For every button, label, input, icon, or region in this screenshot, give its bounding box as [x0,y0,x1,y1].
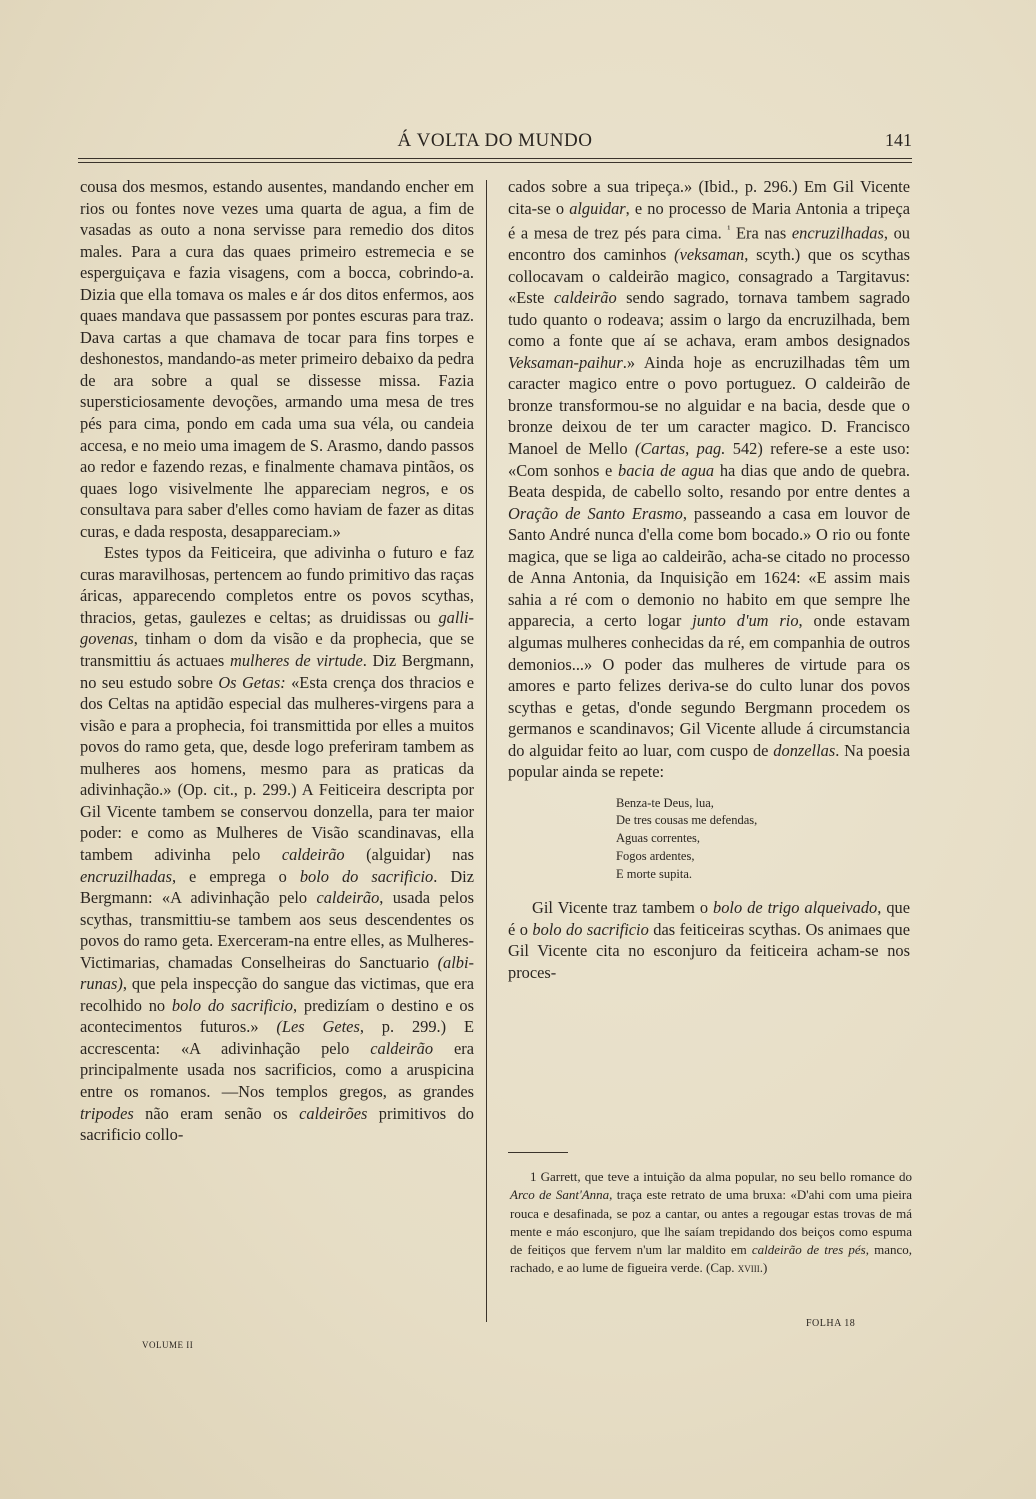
text-run: , scyth.) que os scythas collocavam o caldeirão magico, consagrado a Targitavus: «Este [508,245,910,308]
poem-line: De tres cousas me defendas, [616,813,758,828]
text-run: , traça este retrato de uma bruxa: «D'ahi com uma pieira rouca e desafinada, se poz a cantar, ou antes a regougar estas trovas de má mente e máo esconjuro, que lhe saíam trepidando dos beiços como espuma de feitiços que fervem n'um lar maldito em [510,1187,913,1258]
page-number: 141 [885,130,912,150]
text-run: . Diz Bergmann, no seu estudo sobre [80,651,474,692]
italic-run: bolo do sacrificio [171,995,293,1015]
italic-run: encruzilhadas [80,866,172,886]
text-run: .) [759,1260,768,1276]
italic-run: bolo do sacrificio [532,919,649,939]
italic-run: alguidar [569,198,626,218]
text-run: , usada pelos scythas, transmittiu-se tambem aos seus descendentes os povos do ramo geta. Exerceram-na entre elles, as Mulheres-Victimarias, chamadas Conselheiras do Sanctuario [80,888,474,972]
header-rule [78,158,912,159]
poem-line: Benza-te Deus, lua, [616,795,714,810]
text-run: , ou encontro dos caminhos [508,223,911,265]
folk-poem [616,795,910,884]
text-run: , [685,439,697,459]
sheet-signature: FOLHA 18 [806,1318,856,1329]
italic-run: caldeirões [299,1103,368,1123]
header-rule-double [78,162,912,163]
italic-run: pag. [696,439,726,459]
italic-run: bolo do sacrificio [299,866,434,886]
poem-line: Fogos ardentes, [616,848,695,863]
poem-line: Aguas correntes, [616,831,700,846]
italic-run: galli-govenas [80,607,474,649]
italic-run: caldeirão [370,1038,434,1058]
text-run: Era nas [730,223,792,243]
italic-run: (veksaman [674,245,745,265]
text-run: , predizíam o destino e os acontecimentos futuros.» [80,995,475,1037]
italic-run: caldeirão [316,888,380,908]
text-run: .» Ainda hoje as encruzilhadas têm um caracter magico entre o povo portuguez. O caldeirão de bronze transformou-se no alguidar e na bacia, desde que o bronze deixou de ter um caracter magico. D. Francisco Manoel de Mello [508,352,910,459]
italic-run: caldeirão [553,288,617,308]
text-run: , e emprega o [171,866,300,886]
italic-run: encruzilhadas [791,223,884,243]
poem-line: E morte supita. [616,866,693,881]
italic-run: donzellas [773,740,836,760]
text-run: , que é o [508,898,910,939]
text-run: , p. 299.) E accrescenta: «A adivinhação pelo [80,1017,474,1058]
text-run: Gil Vicente traz tambem o [532,898,714,918]
text-run: era principalmente usada nos sacrificios, como a aruspicina entre os romanos. —Nos templos gregos, as grandes [80,1038,474,1101]
italic-run: Arco de Sant'Anna [510,1187,610,1203]
running-header [78,128,912,154]
left-column [80,176,474,1146]
right-paragraph-2 [508,897,910,983]
text-run: , tinham o dom da visão e da prophecia, que se transmittiu ás actuaes [80,629,474,671]
text-run: primitivos do sacrificio collo- [80,1103,474,1145]
italic-run: junto d'um rio [692,611,799,631]
text-run: , onde estavam algumas mulheres conhecidas da ré, em companhia de outros demonios...» O poder das mulheres de virtude para os amores e parto felizes deriva-se do culto lunar dos povos scythas e getas, d'onde segundo Bergmann procedem os germanos e scandinavos; Gil Vicente allude á circumstancia do alguidar feito ao luar, com cuspo de [508,611,911,760]
italic-run: (Cartas [635,439,686,459]
footnote [510,1168,912,1278]
text-run: cousa dos mesmos, estando ausentes, mandando encher em rios ou fontes nove vezes uma quarta de agua, a fim de vasadas as outo a nona servisse para remedio dos ditos males. Para a cura das quaes primeiro estremecia e se esperguiçava e fazia visagens, com a bocca, cobrindo-a. Dizia que ella tomava os males e ár dos ditos enfermos, aos quaes mandava que passassem por pontes escuras para traz. Dava cartas a que chamava de tocar para fins torpes e deshonestos, mandando-as meter primeiro debaixo da pedra de ara sobre a qual se dissesse missa. Fazia supersticiosamente devoções, armando uma mesa de tres pés para cima, pondo em cada uma sua véla, ou candeia accesa, e no meio uma imagem de S. Arasmo, dando passos ao redor e fazendo rezas, e finalmente chamava pintãos, os quaes logo visivelmente lhe appareciam negros, e os consultava para saber d'elles como haviam de fazer as ditas curas, e dada resposta, desappareciam.» [80,177,474,541]
volume-signature: VOLUME II [142,1340,194,1350]
text-run: 1 Garrett, que teve a intuição da alma popular, no seu bello romance do [530,1169,912,1184]
text-run: 542) refere-se a este uso: «Com sonhos e [508,439,910,480]
italic-run: mulheres de virtude [229,651,363,671]
footnote-marker: ¹ [727,224,731,236]
text-run: . Na poesia popular ainda se repete: [508,740,911,782]
italic-run: Os Getas: [218,672,286,692]
text-run: cados sobre a sua tripeça.» (Ibid., p. 296.) Em Gil Vicente cita-se o [508,177,910,218]
text-run: , passeando a casa em louvor de Santo André nunca d'ella come bom bocado.» O rio ou fonte magica, que se liga ao caldeirão, acha-se citado no processo de Anna Antonia, da Inquisição em 1624: «E assim mais sahia a ré com o demonio no habito em que sempre lhe apparecia, a certo logar [508,503,910,631]
text-run: (alguidar) nas [344,844,475,864]
right-column [508,176,910,983]
italic-run: caldeirão de tres pés [751,1242,866,1258]
footnote-rule [508,1152,568,1153]
text-run: , que pela inspecção do sangue das victimas, que era recolhido no [80,974,474,1015]
italic-run: tripodes [80,1103,134,1123]
italic-run: caldeirão [281,844,345,864]
text-run: não eram senão os [133,1103,300,1123]
text-run: das feiticeiras scythas. Os animaes que Gil Vicente cita no esconjuro da feiticeira acham-se nos proces- [508,919,910,982]
text-run: sendo sagrado, tornava tambem sagrado tudo quanto o rodeava; assim o largo da encruzilhada, bem como a fonte que aí se achava, eram ambos designados [508,288,911,351]
text-run: , e no processo de Maria Antonia a tripeça é a mesa de trez pés para cima. [508,198,910,243]
left-paragraph-2 [80,542,474,1145]
text-run: , manco, rachado, e ao lume de figueira verde. (Cap. [510,1242,912,1276]
italic-run: (albi-runas) [80,952,474,994]
footnote-text [510,1168,912,1278]
italic-run: Veksaman-paihur [508,352,623,372]
right-paragraph-1 [508,176,910,783]
italic-run: bolo de trigo alqueivado [713,898,878,918]
left-paragraph-1 [80,176,474,542]
italic-run: Oração de Santo Erasmo [508,503,683,523]
text-run: . Diz Bergmann: «A adivinhação pelo [80,866,474,908]
small-caps-run: xviii [737,1260,760,1276]
text-run: «Esta crença dos thracios e dos Celtas na aptidão especial das mulheres-virgens para a visão e para a prophecia, foi transmittida por elles a muitos povos do ramo geta, que, desde logo preferiram tambem as mulheres aos homens, mesmo para as praticas da adivinhação.» (Op. cit., p. 299.) A Feiticeira descripta por Gil Vicente tambem se conservou donzella, para ter maior poder: e como as Mulheres de Visão scandinavas, ella tambem adivinha pelo [80,672,474,864]
italic-run: bacia de agua [618,460,715,480]
italic-run: (Les Getes [276,1017,360,1037]
text-run: ha dias que ando de quebra. Beata despida, de cabello solto, resando por entre dentes a [508,460,910,502]
text-run: Estes typos da Feiticeira, que adivinha o futuro e faz curas maravilhosas, pertencem ao fundo primitivo das raças áricas, apparecendo completos entre os povos scythas, thracios, getas, gaulezes e celtas; as druidissas ou [80,543,474,627]
header-title: Á VOLTA DO MUNDO [397,130,593,151]
column-separator [486,180,487,1322]
